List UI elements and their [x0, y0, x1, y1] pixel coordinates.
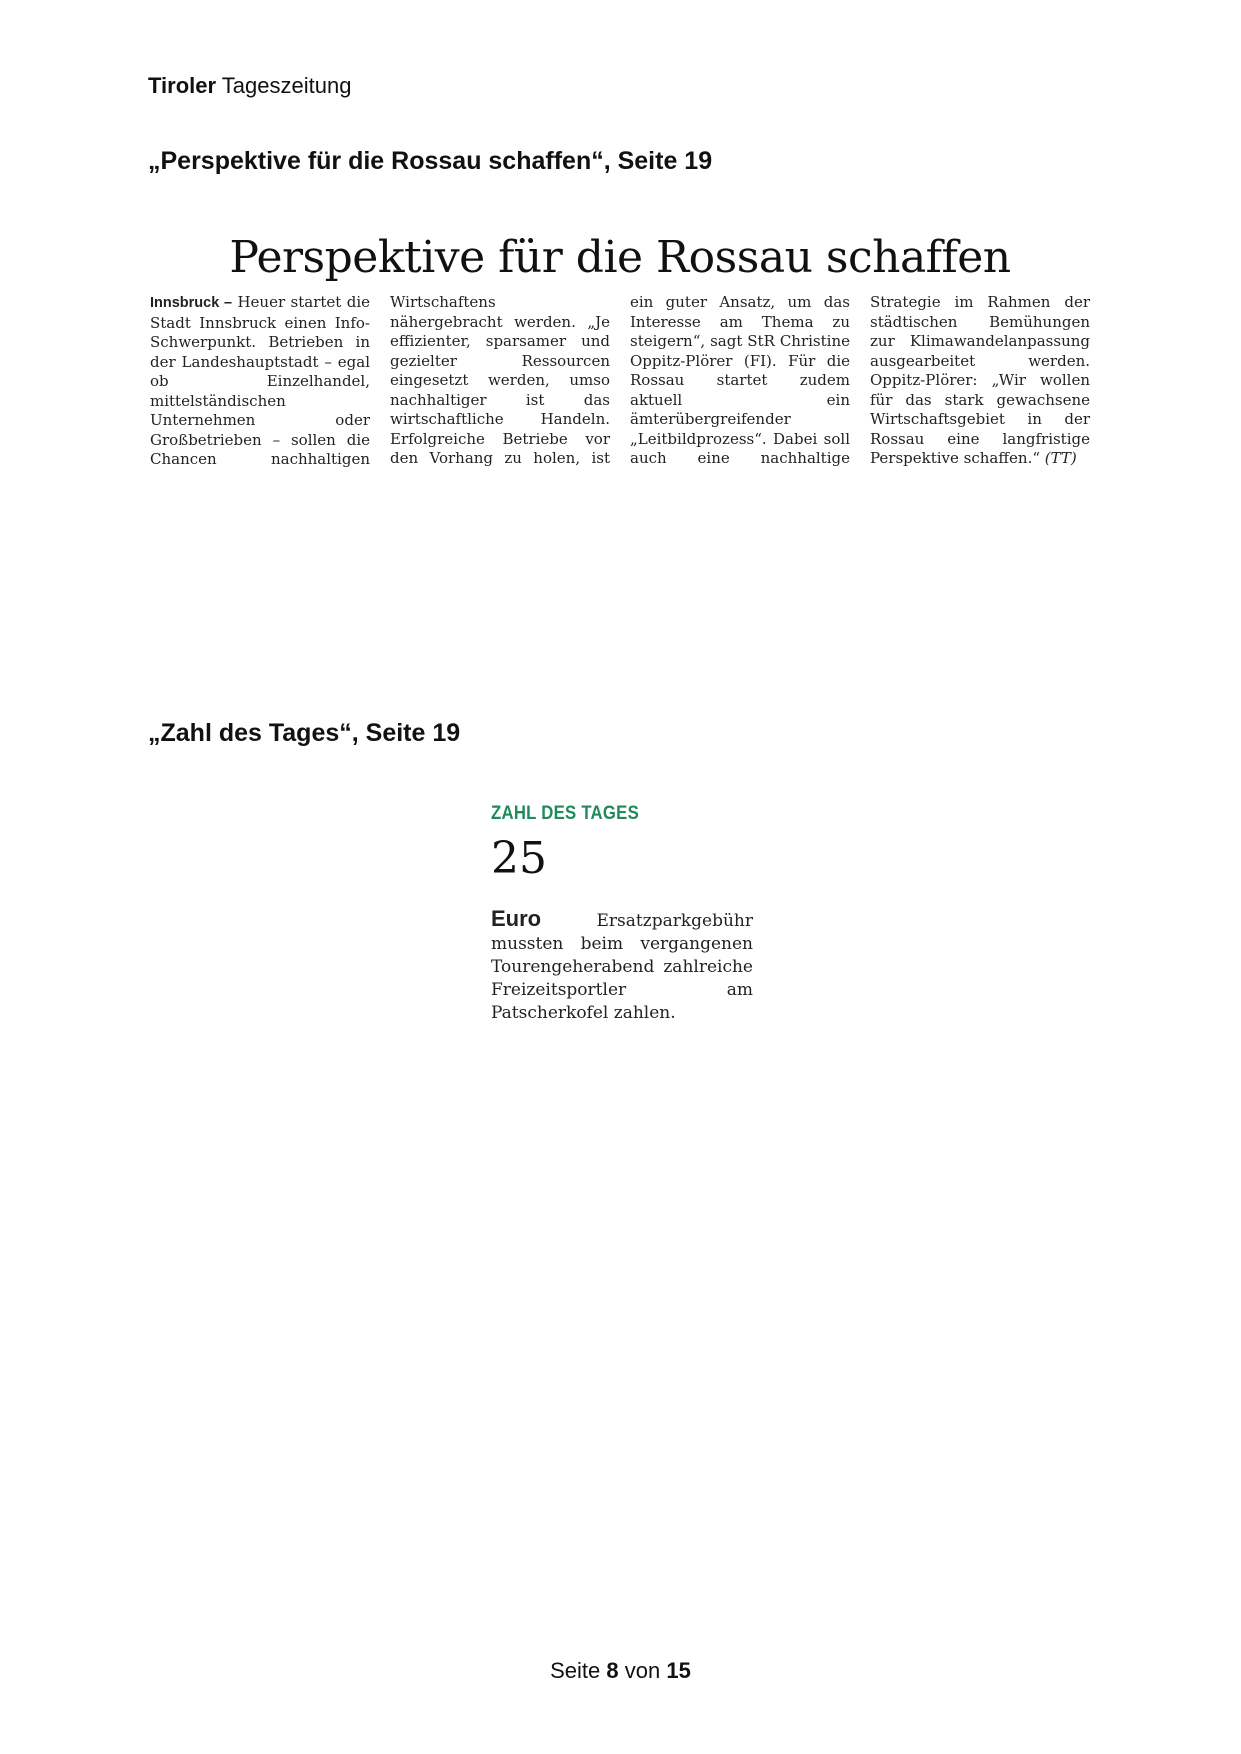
page-footer [0, 1658, 1241, 1684]
number-value: 25 [491, 833, 547, 884]
section-heading-article: „Perspektive für die Rossau schaffen“, Seite 19 [148, 147, 713, 175]
article-source: (TT) [1044, 449, 1077, 467]
article-headline: Perspektive für die Rossau schaffen [229, 232, 1011, 283]
number-kicker: ZAHL DES TAGES [491, 803, 640, 824]
current-page-number: 8 [606, 1658, 619, 1683]
newspaper-name-bold: Tiroler [148, 73, 217, 98]
newspaper-name-regular: Tageszeitung [221, 73, 352, 98]
page-of-label: von [624, 1658, 661, 1683]
total-page-count: 15 [666, 1658, 691, 1683]
number-text: Ersatzparkgebühr mussten beim vergangenen Tourengeherabend zahlreiche Freizeitsportler am Patscherkofel zahlen. [491, 911, 753, 1023]
page-header [148, 73, 351, 99]
page-label: Seite [550, 1658, 601, 1683]
article-clipping [150, 232, 1090, 470]
article-body [150, 293, 1090, 470]
number-unit: Euro [491, 906, 542, 931]
number-description [491, 907, 753, 1025]
number-of-the-day-clipping [491, 803, 753, 1025]
section-heading-number: „Zahl des Tages“, Seite 19 [148, 719, 461, 747]
article-dateline: Innsbruck – [150, 295, 233, 311]
article-text: Heuer startet die Stadt Innsbruck einen Info-Schwerpunkt. Betrieben in der Landeshauptstadt – egal ob Einzelhandel, mittelständischen Unternehmen oder Großbetrieben – sollen die Chancen nachhaltigen Wirtschaftens nähergebracht werden. „Je effizienter, sparsamer und gezielter Ressourcen eingesetzt werden, umso nachhaltiger ist das wirtschaftliche Handeln. Erfolgreiche Betriebe vor den Vorhang zu holen, ist ein guter Ansatz, um das Interesse am Thema zu steigern“, sagt StR Christine Oppitz-Plörer (FI). Für die Rossau startet zudem aktuell ein ämterübergreifender „Leitbildprozess“. Dabei soll auch eine nachhaltige Strategie im Rahmen der städtischen Bemühungen zur Klimawandelanpassung ausgearbeitet werden. Oppitz-Plörer: „Wir wollen für das stark gewachsene Wirtschaftsgebiet in der Rossau eine langfristige Perspektive schaffen.“ [150, 293, 1090, 468]
